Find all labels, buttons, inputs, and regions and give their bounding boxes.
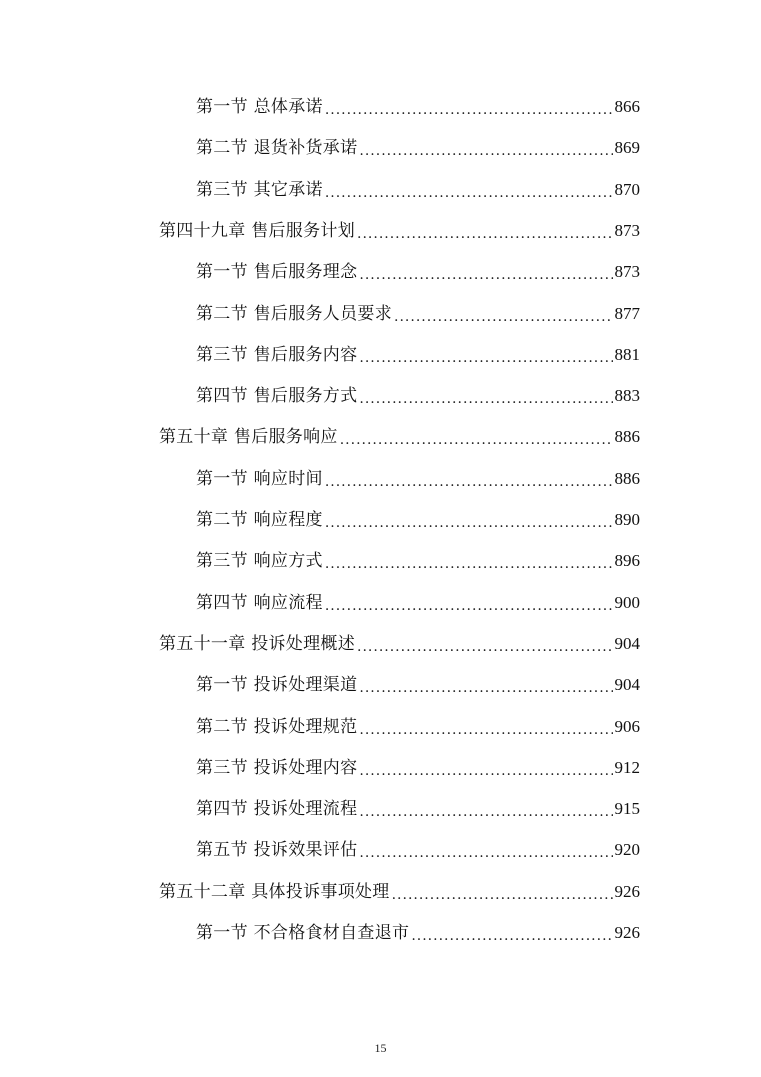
- toc-entry-page-number: 883: [614, 386, 640, 405]
- toc-entry-page-number: 900: [614, 593, 640, 612]
- toc-entry-title: 第四节 响应流程: [196, 593, 323, 613]
- toc-entry-page-number: 896: [614, 551, 640, 570]
- toc-entry-title: 第四十九章 售后服务计划: [159, 221, 356, 241]
- dot-leader: [392, 878, 613, 912]
- toc-entry-page-number: 881: [614, 345, 640, 364]
- toc-section-entry[interactable]: [196, 916, 640, 950]
- toc-section-entry[interactable]: [196, 462, 640, 496]
- dot-leader: [325, 547, 613, 581]
- toc-section-entry[interactable]: [196, 173, 640, 207]
- toc-entry-page-number: 915: [614, 799, 640, 818]
- toc-entry-page-number: 886: [614, 469, 640, 488]
- toc-section-entry[interactable]: [196, 751, 640, 785]
- dot-leader: [325, 589, 613, 623]
- toc-section-entry[interactable]: [196, 586, 640, 620]
- toc-entry-title: 第一节 总体承诺: [196, 97, 323, 117]
- dot-leader: [359, 795, 612, 829]
- toc-section-entry[interactable]: [196, 297, 640, 331]
- toc-entry-title: 第五十一章 投诉处理概述: [159, 634, 356, 654]
- toc-entry-page-number: 873: [614, 262, 640, 281]
- toc-entry-title: 第二节 退货补货承诺: [196, 138, 358, 158]
- toc-section-entry[interactable]: [196, 338, 640, 372]
- toc-entry-title: 第五节 投诉效果评估: [196, 840, 358, 860]
- dot-leader: [394, 300, 612, 334]
- toc-entry-page-number: 926: [614, 882, 640, 901]
- toc-section-entry[interactable]: [196, 544, 640, 578]
- toc-entry-page-number: 866: [614, 97, 640, 116]
- toc-entry-title: 第二节 响应程度: [196, 510, 323, 530]
- toc-section-entry[interactable]: [196, 379, 640, 413]
- page-number: 15: [374, 1041, 387, 1055]
- dot-leader: [359, 258, 612, 292]
- toc-entry-title: 第一节 售后服务理念: [196, 262, 358, 282]
- dot-leader: [340, 423, 613, 457]
- dot-leader: [359, 713, 612, 747]
- toc-chapter-entry[interactable]: [159, 875, 640, 909]
- toc-entry-title: 第三节 投诉处理内容: [196, 758, 358, 778]
- toc-entry-page-number: 926: [614, 923, 640, 942]
- toc-section-entry[interactable]: [196, 503, 640, 537]
- toc-entry-page-number: 873: [614, 221, 640, 240]
- dot-leader: [359, 671, 612, 705]
- toc-entry-title: 第五十章 售后服务响应: [159, 427, 338, 447]
- toc-entry-page-number: 912: [614, 758, 640, 777]
- toc-chapter-entry[interactable]: [159, 627, 640, 661]
- toc-entry-page-number: 877: [614, 304, 640, 323]
- dot-leader: [359, 836, 612, 870]
- toc-entry-page-number: 904: [614, 634, 640, 653]
- toc-entry-title: 第四节 投诉处理流程: [196, 799, 358, 819]
- toc-entry-title: 第三节 售后服务内容: [196, 345, 358, 365]
- toc-entry-title: 第一节 投诉处理渠道: [196, 675, 358, 695]
- toc-entry-page-number: 920: [614, 840, 640, 859]
- dot-leader: [359, 382, 612, 416]
- toc-entry-page-number: 890: [614, 510, 640, 529]
- dot-leader: [325, 465, 613, 499]
- toc-entry-page-number: 906: [614, 717, 640, 736]
- toc-section-entry[interactable]: [196, 668, 640, 702]
- dot-leader: [411, 919, 612, 953]
- dot-leader: [359, 134, 612, 168]
- dot-leader: [359, 341, 612, 375]
- toc-entry-title: 第一节 不合格食材自查退市: [196, 923, 410, 943]
- toc-entry-title: 第三节 其它承诺: [196, 180, 323, 200]
- toc-section-entry[interactable]: [196, 90, 640, 124]
- toc-section-entry[interactable]: [196, 131, 640, 165]
- dot-leader: [357, 630, 612, 664]
- toc-section-entry[interactable]: [196, 833, 640, 867]
- toc-entry-title: 第五十二章 具体投诉事项处理: [159, 882, 390, 902]
- toc-entry-title: 第二节 售后服务人员要求: [196, 304, 393, 324]
- toc-entry-page-number: 869: [614, 138, 640, 157]
- dot-leader: [325, 506, 613, 540]
- toc-entry-title: 第三节 响应方式: [196, 551, 323, 571]
- toc-entry-title: 第四节 售后服务方式: [196, 386, 358, 406]
- dot-leader: [325, 176, 613, 210]
- dot-leader: [359, 754, 612, 788]
- toc-entry-page-number: 870: [614, 180, 640, 199]
- toc-chapter-entry[interactable]: [159, 214, 640, 248]
- toc-entry-page-number: 904: [614, 675, 640, 694]
- toc-section-entry[interactable]: [196, 710, 640, 744]
- toc-entry-title: 第二节 投诉处理规范: [196, 717, 358, 737]
- toc-entry-page-number: 886: [614, 427, 640, 446]
- toc-section-entry[interactable]: [196, 255, 640, 289]
- toc-entry-title: 第一节 响应时间: [196, 469, 323, 489]
- toc-chapter-entry[interactable]: [159, 420, 640, 454]
- toc-section-entry[interactable]: [196, 792, 640, 826]
- dot-leader: [357, 217, 612, 251]
- dot-leader: [325, 93, 613, 127]
